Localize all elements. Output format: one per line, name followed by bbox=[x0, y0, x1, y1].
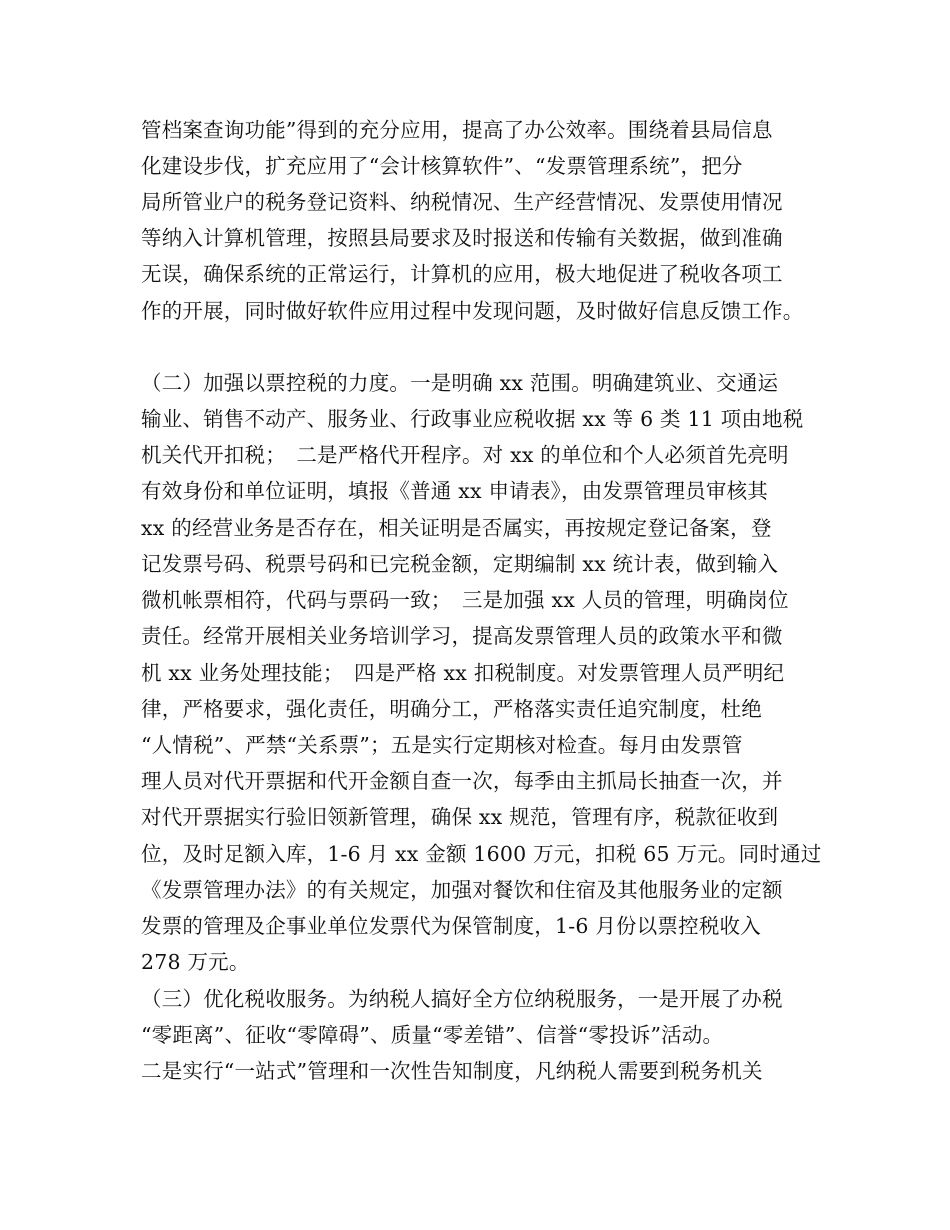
text-line: 278 万元。 bbox=[141, 950, 250, 974]
text-line: 化建设步伐，扩充应用了“会计核算软件”、“发票管理系统”，把分 bbox=[141, 154, 743, 178]
text-line: 记发票号码、税票号码和已完税金额，定期编制 xx 统计表，做到输入 bbox=[141, 552, 779, 576]
text-line: 《发票管理办法》的有关规定，加强对餐饮和住宿及其他服务业的定额 bbox=[141, 878, 783, 902]
text-line: 对代开票据实行验旧领新管理，确保 xx 规范，管理有序，税款征收到 bbox=[141, 805, 779, 829]
text-line: 理人员对代开票据和代开金额自查一次，每季由主抓局长抽查一次，并 bbox=[141, 769, 783, 793]
text-line: 位，及时足额入库，1-6 月 xx 金额 1600 万元，扣税 65 万元。同时通过 bbox=[141, 842, 822, 866]
text-line: “人情税”、严禁“关系票”；五是实行定期核对检查。每月由发票管 bbox=[141, 733, 743, 757]
text-line: 律，严格要求，强化责任，明确分工，严格落实责任追究制度，杜绝 bbox=[141, 697, 762, 721]
text-line: 发票的管理及企事业单位发票代为保管制度，1-6 月份以票控税收入 bbox=[141, 914, 761, 938]
text-line: 作的开展，同时做好软件应用过程中发现问题，及时做好信息反馈工作。 bbox=[141, 299, 804, 323]
text-line: xx 的经营业务是否存在，相关证明是否属实，再按规定登记备案，登 bbox=[141, 516, 772, 540]
text-line: 有效身份和单位证明，填报《普通 xx 申请表》，由发票管理员审核其 bbox=[141, 479, 769, 503]
text-line: 管档案查询功能”得到的充分应用，提高了办公效率。围绕着县局信息 bbox=[141, 118, 773, 142]
text-line: 机关代开扣税； 二是严格代开程序。对 xx 的单位和个人必须首先亮明 bbox=[141, 443, 789, 467]
text-line: 无误，确保系统的正常运行，计算机的应用，极大地促进了税收各项工 bbox=[141, 262, 783, 286]
text-line: 等纳入计算机管理，按照县局要求及时报送和传输有关数据，做到准确 bbox=[141, 226, 783, 250]
text-line: （三）优化税收服务。为纳税人搞好全方位纳税服务，一是开展了办税 bbox=[141, 987, 783, 1011]
text-line: 机 xx 业务处理技能； 四是严格 xx 扣税制度。对发票管理人员严明纪 bbox=[141, 661, 785, 685]
text-line: “零距离”、征收“零障碍”、质量“零差错”、信誉“零投诉”活动。 bbox=[141, 1023, 724, 1047]
text-line: 责任。经常开展相关业务培训学习，提高发票管理人员的政策水平和微 bbox=[141, 624, 783, 648]
text-line: （二）加强以票控税的力度。一是明确 xx 范围。明确建筑业、交通运 bbox=[141, 371, 779, 395]
text-line: 二是实行“一站式”管理和一次性告知制度，凡纳税人需要到税务机关 bbox=[141, 1059, 763, 1083]
text-line: 输业、销售不动产、服务业、行政事业应税收据 xx 等 6 类 11 项由地税 bbox=[141, 407, 804, 431]
text-line: 局所管业户的税务登记资料、纳税情况、生产经营情况、发票使用情况 bbox=[141, 190, 783, 214]
text-line: 微机帐票相符，代码与票码一致； 三是加强 xx 人员的管理，明确岗位 bbox=[141, 588, 789, 612]
